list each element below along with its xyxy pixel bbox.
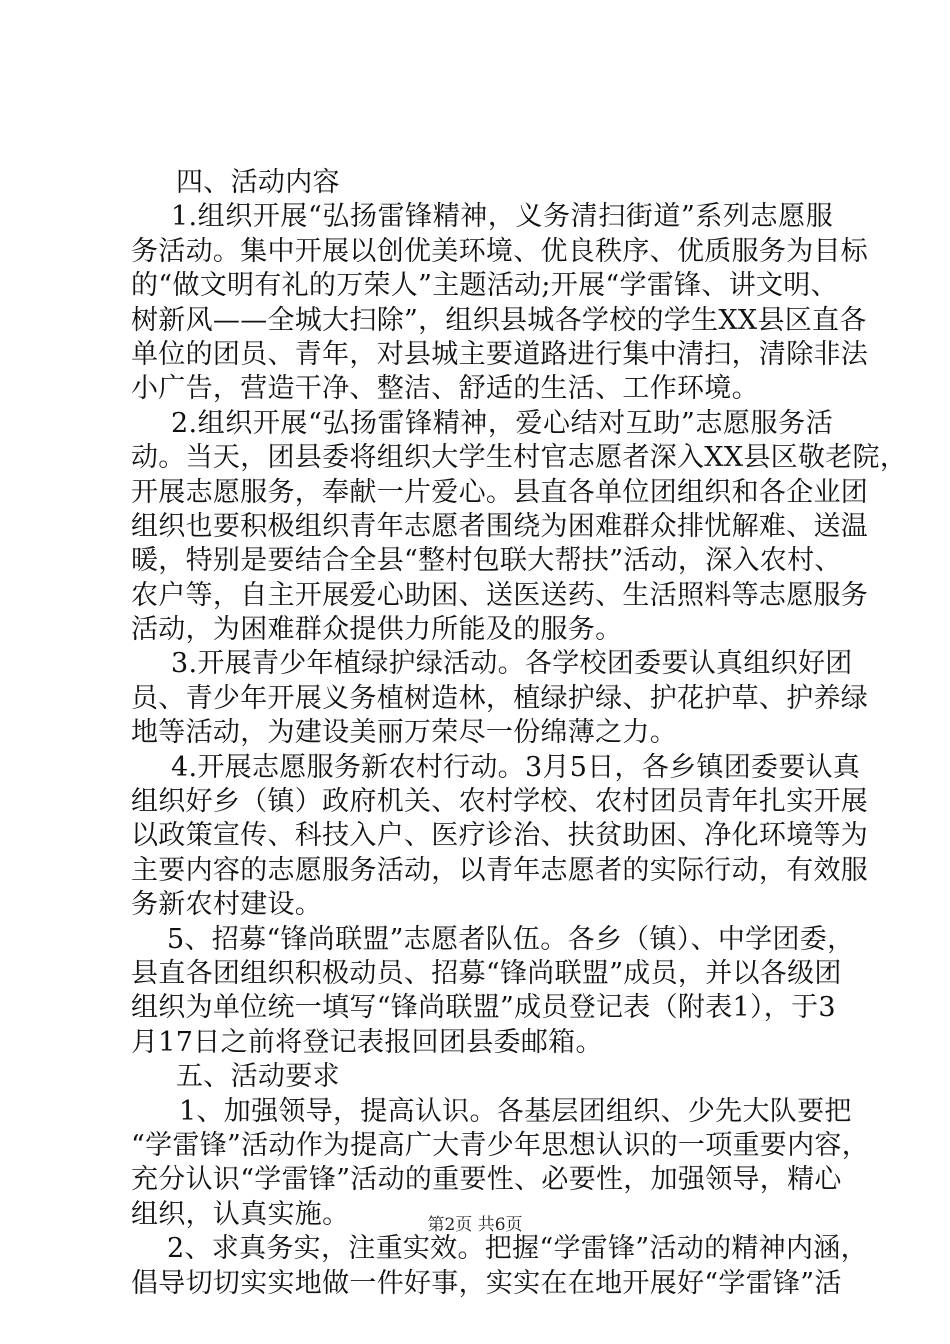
paragraph-line: 1.组织开展“弘扬雷锋精神，义务清扫街道”系列志愿服 (171, 201, 833, 233)
paragraph-line: 动。当天，团县委将组织大学生村官志愿者深入XX县区敬老院， (131, 442, 908, 474)
paragraph-line: 的“做文明有礼的万荣人”主题活动;开展“学雷锋、讲文明、 (131, 270, 838, 302)
paragraph-line: 3.开展青少年植绿护绿活动。各学校团委要认真组织好团 (171, 648, 853, 680)
paragraph-line: 务活动。集中开展以创优美环境、优良秩序、优质服务为目标 (131, 235, 869, 267)
paragraph-line: 以政策宣传、科技入户、医疗诊治、扶贫助困、净化环境等为 (131, 820, 869, 852)
paragraph-line: 单位的团员、青年，对县城主要道路进行集中清扫，清除非法 (131, 338, 869, 370)
paragraph-line: 4.开展志愿服务新农村行动。3月5日，各乡镇团委要认真 (171, 751, 861, 783)
paragraph-line: 地等活动，为建设美丽万荣尽一份绵薄之力。 (131, 717, 677, 749)
paragraph-line: 组织也要积极组织青年志愿者围绕为困难群众排忧解难、送温 (131, 510, 869, 542)
paragraph-line: 组织好乡（镇）政府机关、农村学校、农村团员青年扎实开展 (131, 786, 869, 818)
paragraph-line: 开展志愿服务，奉献一片爱心。县直各单位团组织和各企业团 (131, 476, 869, 508)
document-body (131, 166, 908, 1301)
section-heading-activity-content: 四、活动内容 (176, 167, 340, 198)
paragraph-line: 组织，认真实施。 (131, 1198, 350, 1230)
paragraph-line: 倡导切切实实地做一件好事，实实在在地开展好“学雷锋”活 (131, 1267, 842, 1299)
paragraph-line: 活动，为困难群众提供力所能及的服务。 (131, 614, 623, 646)
paragraph-line: 充分认识“学雷锋”活动的重要性、必要性，加强领导，精心 (131, 1164, 842, 1196)
paragraph-line: 暖，特别是要结合全县“整村包联大帮扶”活动，深入农村、 (131, 545, 842, 577)
paragraph-line: 务新农村建设。 (131, 889, 323, 921)
paragraph-line: 主要内容的志愿服务活动，以青年志愿者的实际行动，有效服 (131, 854, 869, 886)
paragraph-line: 2、求真务实，注重实效。把握“学雷锋”活动的精神内涵， (167, 1233, 868, 1265)
paragraph-line: 组织为单位统一填写“锋尚联盟”成员登记表（附表1），于3 (131, 992, 836, 1024)
paragraph-line: “学雷锋”活动作为提高广大青少年思想认识的一项重要内容， (131, 1129, 870, 1161)
paragraph-line: 小广告，营造干净、整洁、舒适的生活、工作环境。 (131, 373, 759, 405)
paragraph-line: 5、招募“锋尚联盟”志愿者队伍。各乡（镇）、中学团委， (167, 923, 855, 955)
section-heading-activity-requirements: 五、活动要求 (176, 1061, 340, 1093)
paragraph-line: 树新风——全城大扫除”，组织县城各学校的学生XX县区直各 (131, 304, 867, 336)
page-number-footer: 第2页 共6页 (427, 1215, 523, 1235)
paragraph-line: 1、加强领导，提高认识。各基层团组织、少先大队要把 (179, 1095, 852, 1127)
paragraph-line: 县直各团组织积极动员、招募“锋尚联盟”成员，并以各级团 (131, 957, 842, 989)
paragraph-line: 月17日之前将登记表报回团县委邮箱。 (131, 1026, 603, 1058)
paragraph-line: 员、青少年开展义务植树造林，植绿护绿、护花护草、护养绿 (131, 682, 869, 714)
paragraph-line: 2.组织开展“弘扬雷锋精神，爱心结对互助”志愿服务活 (171, 407, 833, 439)
paragraph-line: 农户等，自主开展爱心助困、送医送药、生活照料等志愿服务 (131, 579, 869, 611)
